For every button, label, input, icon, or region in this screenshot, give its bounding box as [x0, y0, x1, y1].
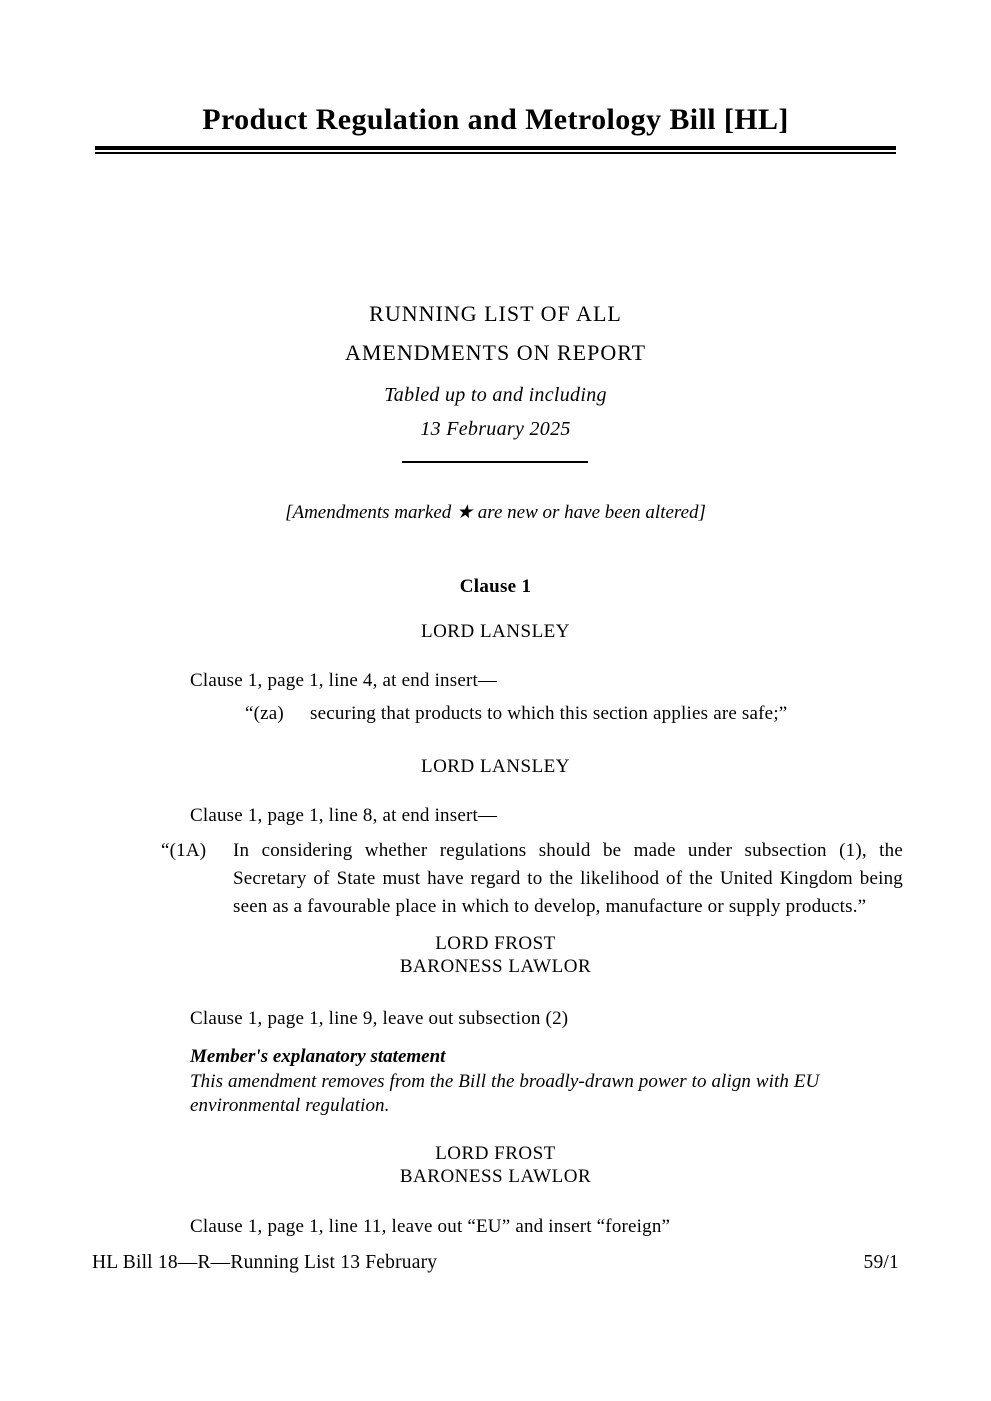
- explanatory-statement-heading: Member's explanatory statement: [190, 1046, 446, 1067]
- inserted-paragraph-label: “(za): [245, 703, 284, 724]
- amendment-2-sponsors: [0, 755, 991, 778]
- sponsor-name: LORD FROST: [435, 933, 556, 954]
- amendments-marked-notice: [Amendments marked ★ are new or have been altered]: [285, 502, 706, 523]
- sponsor-name: LORD FROST: [435, 1143, 556, 1164]
- amendment-1-instruction: Clause 1, page 1, line 4, at end insert—: [190, 670, 498, 691]
- tabled-subheading-line1: Tabled up to and including: [384, 384, 607, 406]
- sponsor-name: BARONESS LAWLOR: [399, 956, 592, 977]
- tabled-subheading-line2: 13 February 2025: [420, 418, 571, 440]
- running-list-heading-line1: RUNNING LIST OF ALL: [369, 301, 622, 326]
- title-rule: [95, 146, 896, 154]
- inserted-paragraph-label: “(1A): [161, 840, 207, 861]
- sponsor-name: LORD LANSLEY: [420, 621, 571, 642]
- amendment-3-instruction: Clause 1, page 1, line 9, leave out subsection (2): [190, 1008, 569, 1029]
- amendment-1-sponsors: [0, 620, 991, 643]
- amendment-3-sponsors: [0, 932, 991, 978]
- amendment-2-instruction: Clause 1, page 1, line 8, at end insert—: [190, 805, 498, 826]
- running-list-heading-line2: AMENDMENTS ON REPORT: [344, 340, 647, 365]
- footer-page-number: 59/1: [863, 1252, 899, 1273]
- page-footer: [92, 1252, 899, 1274]
- sponsor-name: LORD LANSLEY: [420, 756, 571, 777]
- explanatory-statement-text: This amendment removes from the Bill the broadly-drawn power to align with EU environmental regulation.: [190, 1071, 820, 1116]
- amendment-1-inserted-text: [245, 703, 901, 725]
- amendment-2-inserted-text: [161, 837, 903, 921]
- separator-rule: [402, 461, 588, 463]
- amendment-4-sponsors: [0, 1142, 991, 1188]
- sponsor-name: BARONESS LAWLOR: [399, 1166, 592, 1187]
- inserted-paragraph-text: securing that products to which this section applies are safe;”: [310, 703, 788, 724]
- inserted-paragraph-text: In considering whether regulations should be made under subsection (1), the Secretary of State must have regard to the likelihood of the United Kingdom being seen as a favourable place in which to develop, manufacture or supply products.”: [233, 840, 903, 917]
- clause-1-heading: Clause 1: [459, 576, 532, 597]
- bill-title: Product Regulation and Metrology Bill [HL]: [202, 103, 789, 136]
- amendment-4-instruction: Clause 1, page 1, line 11, leave out “EU” and insert “foreign”: [190, 1216, 671, 1237]
- footer-bill-reference: HL Bill 18—R—Running List 13 February: [92, 1252, 438, 1273]
